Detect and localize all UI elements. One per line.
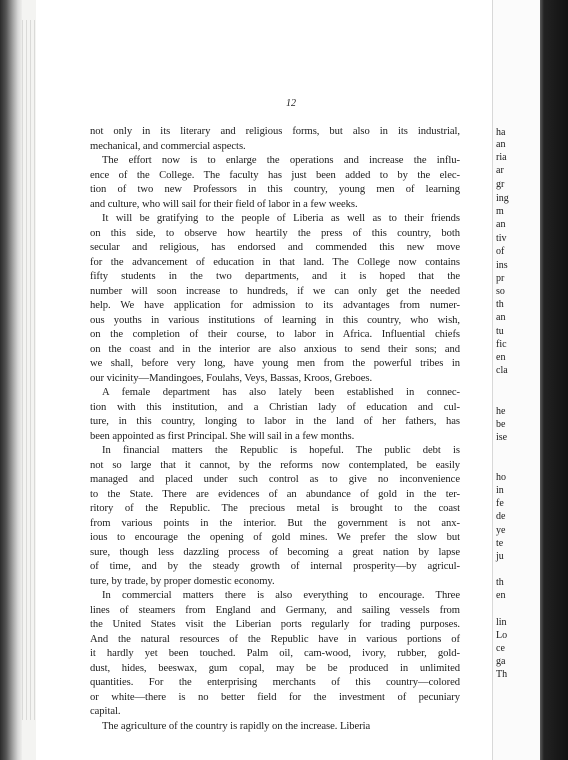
paragraph xyxy=(90,444,460,589)
text-line: tion of two new Professors in this country, young men of learning xyxy=(90,184,460,195)
text-line: and culture, who will sail for their field of labor in a few weeks. xyxy=(90,198,358,210)
adjacent-page-fragment: ye xyxy=(496,525,506,536)
adjacent-page-fragment: in xyxy=(496,485,504,496)
text-line: on the completion of their course, to labor in Africa. Influential chiefs xyxy=(90,329,460,340)
text-line: ture, in this country, longing to labor in the land of her fathers, has xyxy=(90,416,460,427)
text-line: tion with this institution, and a Christian lady of education and cul- xyxy=(90,401,460,413)
text-line: ture, by trade, by proper domestic economy. xyxy=(90,575,275,587)
text-line: or white—there is no better field for the investment of pecuniary xyxy=(90,691,460,703)
adjacent-page-fragment: of xyxy=(496,246,505,257)
adjacent-page-fragment: Lo xyxy=(496,630,508,641)
text-line: been appointed as first Principal. She will sail in a few months. xyxy=(90,430,355,442)
text-line: we shall, before very long, have young men from the powerful tribes in xyxy=(90,358,460,369)
adjacent-page-fragment: an xyxy=(496,219,506,230)
paragraph xyxy=(90,212,460,386)
adjacent-page-fragment: fe xyxy=(496,498,504,509)
adjacent-page-fragment: he xyxy=(496,406,506,417)
text-line: The agriculture of the country is rapidly on the increase. Liberia xyxy=(102,720,371,732)
adjacent-page-fragment: Th xyxy=(496,669,508,680)
adjacent-page-fragment: th xyxy=(496,299,504,310)
adjacent-page-fragment: gr xyxy=(496,179,505,190)
text-line: on the coast and in the interior are also anxious to send their sons; and xyxy=(90,343,460,355)
text-line: not so large that it cannot, by the reforms now contemplated, be easily xyxy=(90,459,460,471)
adjacent-page-fragment: ho xyxy=(496,472,506,483)
text-line: on this side, to observe how heartily the press of this country, both xyxy=(90,227,460,239)
adjacent-page-fragment: tu xyxy=(496,326,504,337)
text-line: capital. xyxy=(90,706,121,717)
text-line: In financial matters the Republic is hopeful. The public debt is xyxy=(102,445,460,456)
adjacent-page-fragment: ins xyxy=(496,260,508,271)
adjacent-page-fragment: te xyxy=(496,538,504,549)
paragraph xyxy=(90,589,460,720)
text-line: The effort now is to enlarge the operations and increase the influ- xyxy=(102,155,460,166)
text-line: ious to encourage the opening of gold mines. We prefer the slow but xyxy=(90,532,460,543)
text-line: secular and religious, has endorsed and commended this new move xyxy=(90,242,460,253)
text-line: from various points in the interior. But the government is not anx- xyxy=(90,517,460,529)
text-line: ous youths in various institutions of learning in this country, who wish, xyxy=(90,314,460,326)
adjacent-page-fragment: ju xyxy=(496,551,504,562)
page-number: 12 xyxy=(286,98,296,109)
adjacent-page-fragment: en xyxy=(496,352,506,363)
text-line: it hardly yet been touched. Palm oil, cam-wood, ivory, rubber, gold- xyxy=(90,648,460,659)
adjacent-page-fragment: an xyxy=(496,139,506,150)
text-line: help. We have application for admission to its advantages from numer- xyxy=(90,300,460,311)
adjacent-page-fragment: cla xyxy=(496,365,508,376)
scan-right-edge xyxy=(540,0,568,760)
text-line: ence of the College. The faculty has just been added to by the elec- xyxy=(90,169,460,181)
book-binding-edge xyxy=(0,0,22,760)
adjacent-page-fragment: ing xyxy=(496,193,509,204)
adjacent-page-fragment: an xyxy=(496,312,506,323)
adjacent-page-fragment: de xyxy=(496,511,506,522)
adjacent-page-strip xyxy=(492,0,541,760)
adjacent-page-fragment: m xyxy=(496,206,504,217)
adjacent-page-fragment: pr xyxy=(496,273,505,284)
paragraph xyxy=(90,154,460,212)
text-line: It will be gratifying to the people of Liberia as well as to their friends xyxy=(102,213,460,224)
text-line: number will soon increase to hundreds, if we can only get the needed xyxy=(90,285,460,297)
binding-shadow xyxy=(22,20,36,720)
adjacent-page-fragment: ga xyxy=(496,656,506,667)
text-line: not only in its literary and religious forms, but also in its industrial, xyxy=(90,126,460,137)
adjacent-page-fragment: th xyxy=(496,577,504,588)
paragraph xyxy=(90,125,460,154)
adjacent-page-fragment: ria xyxy=(496,152,507,163)
adjacent-page-fragment: lin xyxy=(496,617,507,628)
text-line: managed and placed under such control as to give no inconvenience xyxy=(90,474,460,485)
text-line: fifty students in the two departments, and it is hoped that the xyxy=(90,271,460,282)
adjacent-page-fragment: ha xyxy=(496,127,506,138)
text-line: the United States visit the Liberian ports regularly for trading purposes. xyxy=(90,619,460,630)
text-line: quantities. For the enterprising merchants of this country—colored xyxy=(90,677,460,688)
text-line: our vicinity—Mandingoes, Foulahs, Veys, Bassas, Kroos, Greboes. xyxy=(90,372,373,384)
adjacent-page-fragment: ar xyxy=(496,165,504,176)
paragraph xyxy=(90,720,460,735)
text-line: sure, though less dazzling process of becoming a great nation by lapse xyxy=(90,546,460,558)
text-line: dust, hides, beeswax, gum copal, may be be produced in unlimited xyxy=(90,662,460,674)
body-text xyxy=(90,125,460,734)
text-line: ritory of the Republic. The precious metal is brought to the coast xyxy=(90,503,460,514)
adjacent-page-fragment: be xyxy=(496,419,506,430)
text-line: for the advancement of education in that land. The College now contains xyxy=(90,256,460,268)
text-line: A female department has also lately been established in connec- xyxy=(102,387,460,398)
adjacent-page-fragment: fic xyxy=(496,339,507,350)
paragraph xyxy=(90,386,460,444)
adjacent-page-fragment: tiv xyxy=(496,233,507,244)
text-line: In commercial matters there is also everything to encourage. Three xyxy=(102,590,460,601)
text-line: And the natural resources of the Republic have in various portions of xyxy=(90,633,460,645)
adjacent-page-fragment: ce xyxy=(496,643,505,654)
adjacent-page-fragment: en xyxy=(496,590,506,601)
text-line: mechanical, and commercial aspects. xyxy=(90,140,246,152)
adjacent-page-fragment: ise xyxy=(496,432,508,443)
text-line: lines of steamers from England and Germany, and sailing vessels from xyxy=(90,604,460,616)
text-line: of time, and by the steady growth of internal prosperity—by agricul- xyxy=(90,561,460,572)
adjacent-page-fragment: so xyxy=(496,286,505,297)
text-line: to the State. There are evidences of an abundance of gold in the ter- xyxy=(90,488,460,500)
